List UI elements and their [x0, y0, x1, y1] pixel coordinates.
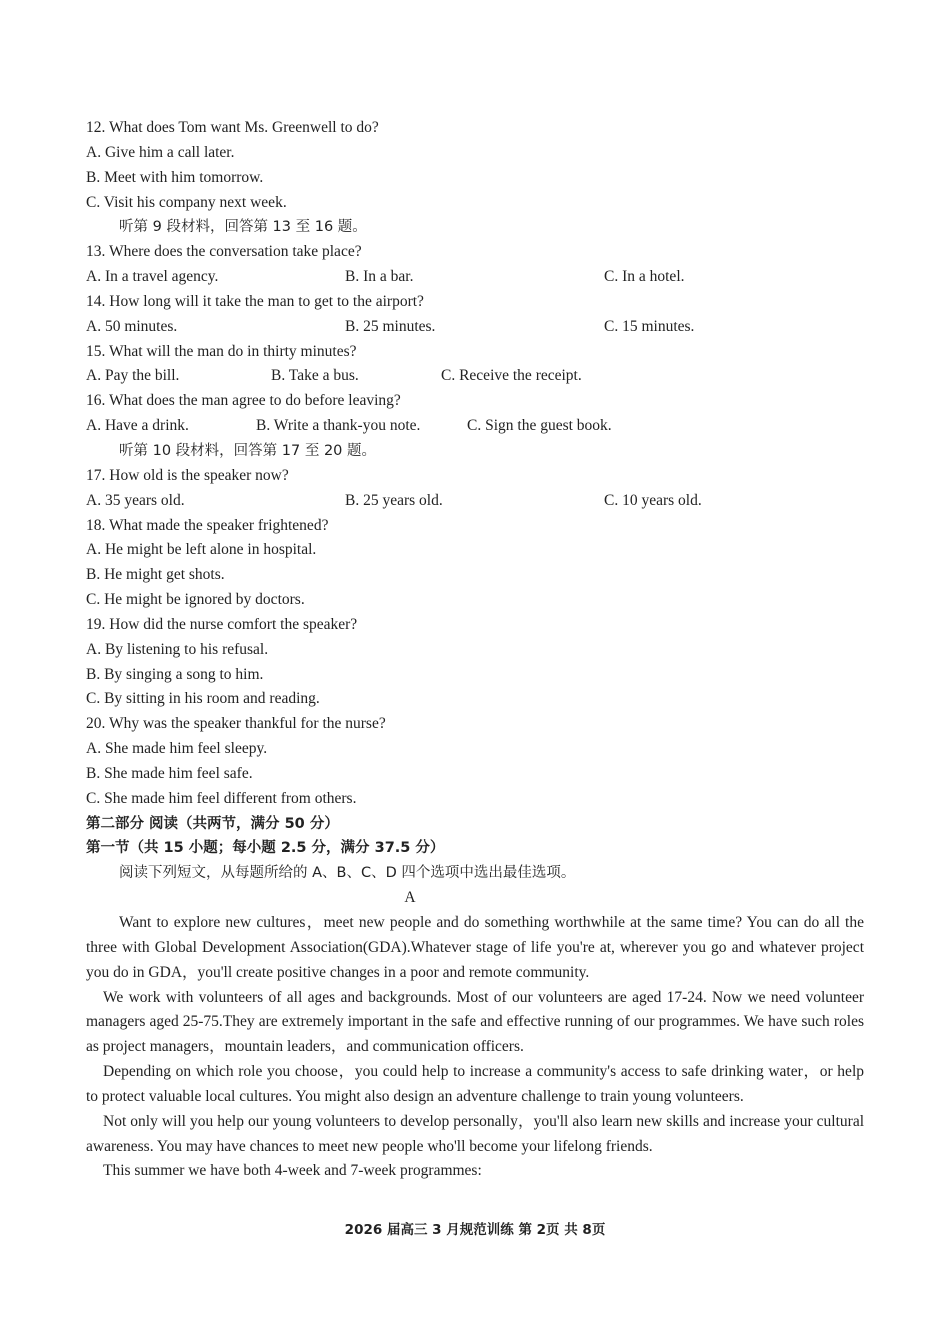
listening-instruction: 听第 9 段材料，回答第 13 至 16 题。 — [119, 219, 367, 236]
exam-page-content — [86, 116, 864, 1184]
passage-paragraph: Depending on which role you choose，you could help to increase a community's access to safe drinking water，or help to protect valuable local cultures. You might also design an adventure challenge to train young volunteers. — [86, 1063, 864, 1105]
answer-option: B. 25 years old. — [345, 491, 443, 509]
question-line: 19. How did the nurse comfort the speaker? — [86, 615, 358, 633]
question-line: 12. What does Tom want Ms. Greenwell to do? — [86, 119, 379, 136]
question-line: 15. What will the man do in thirty minutes? — [86, 342, 357, 360]
question-line: C. He might be ignored by doctors. — [86, 591, 305, 609]
answer-option: C. In a hotel. — [604, 268, 685, 286]
passage-a — [86, 911, 864, 1184]
answer-option: A. Pay the bill. — [86, 367, 180, 385]
answer-option: B. 25 minutes. — [345, 317, 436, 335]
part2-heading: 第二部分 阅读（共两节，满分 50 分） — [86, 815, 339, 832]
question-line: B. She made him feel safe. — [86, 764, 253, 782]
passage-label: A — [404, 889, 416, 907]
question-line: A. She made him feel sleepy. — [86, 740, 268, 758]
question-line: 14. How long will it take the man to get to the airport? — [86, 292, 424, 310]
question-line: B. Meet with him tomorrow. — [86, 168, 264, 186]
answer-option: B. Take a bus. — [271, 367, 359, 385]
answer-option: C. Receive the receipt. — [441, 367, 582, 385]
question-line: 17. How old is the speaker now? — [86, 466, 289, 484]
answer-option: A. Have a drink. — [86, 417, 189, 435]
answer-option: C. 15 minutes. — [604, 317, 695, 335]
question-line: 16. What does the man agree to do before leaving? — [86, 392, 401, 410]
question-line: 18. What made the speaker frightened? — [86, 516, 329, 534]
question-line: C. By sitting in his room and reading. — [86, 690, 320, 708]
answer-option: C. 10 years old. — [604, 491, 702, 509]
passage-paragraph: This summer we have both 4-week and 7-week programmes: — [103, 1162, 482, 1180]
question-line: C. She made him feel different from others. — [86, 789, 357, 807]
answer-option: A. 35 years old. — [86, 491, 185, 509]
question-line: 13. Where does the conversation take place? — [86, 243, 362, 261]
answer-options-row — [86, 364, 864, 389]
question-line: B. He might get shots. — [86, 566, 225, 584]
answer-options-row — [86, 414, 864, 439]
answer-option: B. In a bar. — [345, 268, 414, 286]
answer-option: A. 50 minutes. — [86, 317, 178, 335]
question-line: A. Give him a call later. — [86, 143, 235, 161]
question-line: B. By singing a song to him. — [86, 665, 264, 683]
section-heading: 第一节（共 15 小题；每小题 2.5 分，满分 37.5 分） — [86, 840, 445, 857]
question-line: A. By listening to his refusal. — [86, 640, 269, 658]
reading-instruction: 阅读下列短文，从每题所给的 A、B、C、D 四个选项中选出最佳选项。 — [119, 865, 576, 882]
answer-option: B. Write a thank-you note. — [256, 417, 421, 435]
answer-option: C. Sign the guest book. — [467, 417, 612, 435]
passage-paragraph: Want to explore new cultures，meet new people and do something worthwhile at the same time? You can do all the three with Global Development Association(GDA).Whatever stage of life you're at, wherever you go and whatever project you do in GDA，you'll create positive changes in a poor and remote community. — [86, 914, 864, 981]
question-line: C. Visit his company next week. — [86, 193, 287, 211]
page-footer: 2026 届高三 3 月规范训练 第 2页 共 8页 — [344, 1222, 606, 1238]
listening-instruction: 听第 10 段材料，回答第 17 至 20 题。 — [119, 442, 377, 459]
answer-options-row — [86, 265, 864, 290]
question-line: 20. Why was the speaker thankful for the nurse? — [86, 715, 386, 733]
answer-option: A. In a travel agency. — [86, 268, 219, 286]
answer-options-row — [86, 489, 864, 514]
passage-paragraph: We work with volunteers of all ages and backgrounds. Most of our volunteers are aged 17-24. Now we need volunteer managers aged 25-75.They are extremely important in the safe and effective running of our programmes. We have such roles as project managers，mountain leaders，and communication officers. — [86, 988, 864, 1056]
listening-questions — [86, 116, 864, 812]
question-line: A. He might be left alone in hospital. — [86, 541, 317, 559]
answer-options-row — [86, 315, 864, 340]
passage-paragraph: Not only will you help our young volunteers to develop personally，you'll also learn new skills and increase your cultural awareness. You may have chances to meet new people who'll become your lifelong friends. — [86, 1112, 864, 1155]
